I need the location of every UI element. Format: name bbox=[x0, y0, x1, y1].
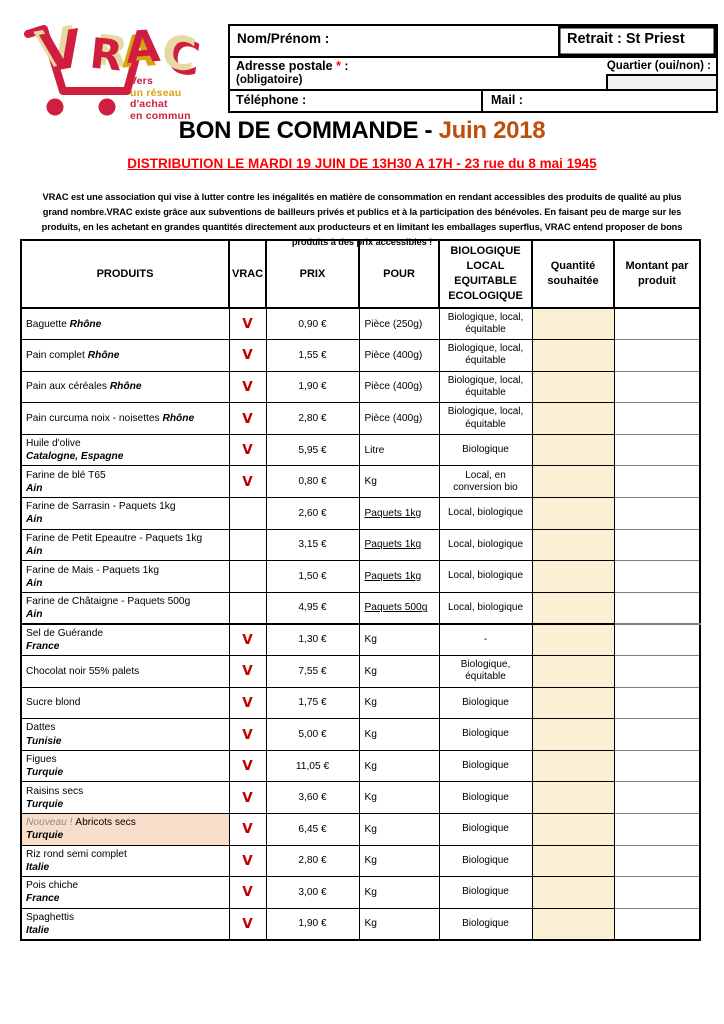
product-name: Abricots secs bbox=[75, 817, 136, 829]
product-name: Sel de Guérande bbox=[26, 627, 104, 639]
unit-cell bbox=[359, 592, 439, 624]
quantity-input-cell[interactable] bbox=[532, 466, 614, 498]
product-name: Chocolat noir 55% palets bbox=[26, 665, 140, 677]
column-header: PRODUITS bbox=[21, 240, 229, 308]
amount-cell[interactable] bbox=[614, 498, 700, 530]
bio-label-cell: Biologique bbox=[439, 750, 532, 782]
pickup-label: Retrait : St Priest bbox=[567, 31, 685, 47]
vrac-cell bbox=[229, 719, 266, 751]
unit-text: Pièce (400g) bbox=[364, 381, 423, 393]
product-cell bbox=[21, 687, 229, 719]
vrac-check-mark: V bbox=[242, 378, 253, 395]
unit-text: Kg bbox=[364, 634, 377, 646]
product-origin: France bbox=[26, 640, 60, 652]
amount-cell[interactable] bbox=[614, 308, 700, 340]
product-origin: Ain bbox=[26, 514, 43, 526]
price-cell: 5,00 € bbox=[266, 719, 359, 751]
product-cell bbox=[21, 656, 229, 688]
table-row bbox=[21, 782, 700, 814]
table-row bbox=[21, 403, 700, 435]
table-row bbox=[21, 529, 700, 561]
brand-letter: V bbox=[37, 18, 88, 86]
product-origin: Ain bbox=[26, 577, 43, 589]
unit-text: Kg bbox=[364, 760, 377, 772]
bio-label-cell: Biologique bbox=[439, 782, 532, 814]
product-origin: France bbox=[26, 893, 60, 905]
quantity-input-cell[interactable] bbox=[532, 529, 614, 561]
vrac-check-mark: V bbox=[242, 316, 253, 333]
quantity-input-cell[interactable] bbox=[532, 719, 614, 751]
unit-text: Kg bbox=[364, 792, 377, 804]
unit-text: Kg bbox=[364, 729, 377, 741]
table-row bbox=[21, 466, 700, 498]
form-row-address bbox=[230, 58, 716, 91]
table-row bbox=[21, 371, 700, 403]
table-row bbox=[21, 719, 700, 751]
table-row bbox=[21, 592, 700, 624]
unit-cell bbox=[359, 845, 439, 877]
page-title bbox=[0, 117, 724, 145]
price-cell: 1,90 € bbox=[266, 908, 359, 940]
unit-cell bbox=[359, 782, 439, 814]
bio-label-cell: Biologique, local, équitable bbox=[439, 340, 532, 372]
quartier-input-box[interactable] bbox=[606, 74, 716, 89]
column-header: Montant par produit bbox=[614, 240, 700, 308]
brand-letter: C bbox=[158, 23, 200, 83]
product-name: Pain curcuma noix - noisettes bbox=[26, 413, 160, 425]
unit-cell bbox=[359, 750, 439, 782]
bio-label-cell: - bbox=[439, 624, 532, 656]
product-cell bbox=[21, 845, 229, 877]
product-name: Baguette bbox=[26, 318, 67, 330]
product-name: Pois chiche bbox=[26, 880, 79, 892]
amount-cell[interactable] bbox=[614, 371, 700, 403]
tagline-line: un réseau bbox=[130, 86, 182, 99]
vrac-cell bbox=[229, 877, 266, 909]
bio-label-cell: Local, en conversion bio bbox=[439, 466, 532, 498]
amount-cell[interactable] bbox=[614, 782, 700, 814]
amount-cell[interactable] bbox=[614, 466, 700, 498]
title-prefix: BON DE COMMANDE - bbox=[178, 117, 439, 144]
brand-letter: A bbox=[124, 20, 162, 75]
product-origin: Turquie bbox=[26, 767, 64, 779]
price-cell: 0,80 € bbox=[266, 466, 359, 498]
product-cell bbox=[21, 814, 229, 846]
vrac-check-mark: V bbox=[242, 726, 253, 743]
quantity-input-cell[interactable] bbox=[532, 308, 614, 340]
vrac-cell bbox=[229, 750, 266, 782]
quantity-input-cell[interactable] bbox=[532, 877, 614, 909]
unit-cell bbox=[359, 466, 439, 498]
amount-cell[interactable] bbox=[614, 814, 700, 846]
unit-text: Kg bbox=[364, 855, 377, 867]
quantity-input-cell[interactable] bbox=[532, 908, 614, 940]
price-cell: 1,90 € bbox=[266, 371, 359, 403]
product-origin: Turquie bbox=[26, 830, 64, 842]
distribution-notice: DISTRIBUTION LE MARDI 19 JUIN DE 13H30 A 17H - 23 rue du 8 mai 1945 bbox=[127, 156, 597, 171]
amount-cell[interactable] bbox=[614, 624, 700, 656]
table-row bbox=[21, 877, 700, 909]
quantity-input-cell[interactable] bbox=[532, 750, 614, 782]
bio-label-cell: Biologique, équitable bbox=[439, 656, 532, 688]
quantity-input-cell[interactable] bbox=[532, 371, 614, 403]
contact-form bbox=[228, 24, 718, 113]
price-cell: 11,05 € bbox=[266, 750, 359, 782]
price-cell: 2,80 € bbox=[266, 403, 359, 435]
unit-cell bbox=[359, 308, 439, 340]
product-name: Spaghettis bbox=[26, 911, 75, 923]
amount-cell[interactable] bbox=[614, 908, 700, 940]
unit-cell bbox=[359, 561, 439, 593]
mandatory-note: (obligatoire) bbox=[236, 74, 303, 86]
product-name: Farine de Mais - Paquets 1kg bbox=[26, 564, 160, 576]
tagline-line: Vers bbox=[130, 75, 153, 87]
unit-cell bbox=[359, 814, 439, 846]
product-name: Farine de blé T65 bbox=[26, 469, 106, 481]
quantity-input-cell[interactable] bbox=[532, 687, 614, 719]
price-cell: 3,15 € bbox=[266, 529, 359, 561]
intro-paragraph: VRAC est une association qui vise à lutter contre les inégalités en matière de consommation en rendant accessibles des produits de qualité au plus grand nombre.VRAC existe grâce aux subventions de bailleurs privés et publics et à la participation des bénévoles. En faisant peu de marge sur les produits, en les achetant en grandes quantités directement aux producteurs et en limitant les emballages superflus, VRAC entend proposer de bons produits à des prix accessibles ! bbox=[41, 192, 683, 247]
product-origin: Catalogne, Espagne bbox=[26, 451, 124, 463]
product-origin: Ain bbox=[26, 482, 43, 494]
price-cell: 5,95 € bbox=[266, 434, 359, 466]
vrac-check-mark: V bbox=[242, 410, 253, 427]
bio-label-cell: Local, biologique bbox=[439, 498, 532, 530]
form-row-name bbox=[230, 26, 716, 58]
amount-cell[interactable] bbox=[614, 656, 700, 688]
quantity-input-cell[interactable] bbox=[532, 782, 614, 814]
table-row bbox=[21, 687, 700, 719]
pickup-field bbox=[558, 26, 716, 56]
amount-cell[interactable] bbox=[614, 529, 700, 561]
amount-cell[interactable] bbox=[614, 403, 700, 435]
product-origin: Italie bbox=[26, 924, 50, 936]
vrac-check-mark: V bbox=[242, 631, 253, 648]
bio-label-cell: Local, biologique bbox=[439, 561, 532, 593]
price-cell: 2,80 € bbox=[266, 845, 359, 877]
price-cell: 1,55 € bbox=[266, 340, 359, 372]
column-header: BIOLOGIQUE LOCAL EQUITABLE ECOLOGIQUE bbox=[439, 240, 532, 308]
product-cell bbox=[21, 624, 229, 656]
brand-letter: R bbox=[87, 28, 125, 81]
bio-label-cell: Biologique, local, équitable bbox=[439, 308, 532, 340]
unit-cell bbox=[359, 719, 439, 751]
price-cell: 3,00 € bbox=[266, 877, 359, 909]
vrac-cell bbox=[229, 592, 266, 624]
table-row bbox=[21, 434, 700, 466]
vrac-cell bbox=[229, 403, 266, 435]
table-row bbox=[21, 340, 700, 372]
product-cell bbox=[21, 782, 229, 814]
address-label: Adresse postale bbox=[236, 59, 333, 73]
product-name: Farine de Petit Epeautre - Paquets 1kg bbox=[26, 532, 203, 544]
product-table-body bbox=[21, 308, 700, 940]
vrac-check-mark: V bbox=[242, 884, 253, 901]
name-label: Nom/Prénom : bbox=[237, 31, 330, 46]
product-cell bbox=[21, 498, 229, 530]
vrac-check-mark: V bbox=[242, 347, 253, 364]
bio-label-cell: Biologique bbox=[439, 814, 532, 846]
table-row bbox=[21, 908, 700, 940]
price-cell: 1,30 € bbox=[266, 624, 359, 656]
phone-field[interactable] bbox=[230, 91, 483, 111]
vrac-cell bbox=[229, 687, 266, 719]
bio-label-cell: Biologique bbox=[439, 719, 532, 751]
unit-cell bbox=[359, 340, 439, 372]
vrac-cell bbox=[229, 498, 266, 530]
price-cell: 0,90 € bbox=[266, 308, 359, 340]
vrac-cell bbox=[229, 656, 266, 688]
product-origin: Turquie bbox=[26, 798, 64, 810]
mail-field[interactable] bbox=[483, 91, 716, 111]
product-name: Farine de Sarrasin - Paquets 1kg bbox=[26, 501, 176, 513]
vrac-cell bbox=[229, 371, 266, 403]
unit-text: Kg bbox=[364, 886, 377, 898]
unit-text: Paquets 500g bbox=[364, 602, 428, 614]
unit-text: Paquets 1kg bbox=[364, 539, 422, 551]
amount-cell[interactable] bbox=[614, 845, 700, 877]
column-header: Quantité souhaitée bbox=[532, 240, 614, 308]
table-row bbox=[21, 308, 700, 340]
unit-text: Paquets 1kg bbox=[364, 571, 422, 583]
vrac-check-mark: V bbox=[242, 473, 253, 490]
amount-cell[interactable] bbox=[614, 750, 700, 782]
vrac-check-mark: V bbox=[242, 852, 253, 869]
vrac-cell bbox=[229, 434, 266, 466]
vrac-cell bbox=[229, 529, 266, 561]
price-cell: 4,95 € bbox=[266, 592, 359, 624]
bio-label-cell: Local, biologique bbox=[439, 592, 532, 624]
product-origin: Rhône bbox=[66, 318, 102, 330]
product-cell bbox=[21, 340, 229, 372]
address-colon: : bbox=[340, 59, 349, 73]
amount-cell[interactable] bbox=[614, 434, 700, 466]
unit-text: Pièce (400g) bbox=[364, 349, 423, 361]
product-cell bbox=[21, 434, 229, 466]
product-cell bbox=[21, 750, 229, 782]
unit-text: Litre bbox=[364, 444, 385, 456]
quantity-input-cell[interactable] bbox=[532, 561, 614, 593]
bio-label-cell: Biologique, local, équitable bbox=[439, 403, 532, 435]
product-origin: Rhône bbox=[84, 349, 120, 361]
vrac-check-mark: V bbox=[242, 442, 253, 459]
column-header: POUR bbox=[359, 240, 439, 308]
price-cell: 7,55 € bbox=[266, 656, 359, 688]
unit-text: Kg bbox=[364, 823, 377, 835]
title-period: Juin 2018 bbox=[438, 117, 546, 144]
product-cell bbox=[21, 592, 229, 624]
required-asterisk: * bbox=[336, 59, 341, 73]
product-name: Pain complet bbox=[26, 349, 85, 361]
bio-label-cell: Biologique, local, équitable bbox=[439, 371, 532, 403]
vrac-cell bbox=[229, 340, 266, 372]
tagline-line: en commun bbox=[130, 109, 191, 122]
unit-cell bbox=[359, 371, 439, 403]
product-cell bbox=[21, 908, 229, 940]
unit-text: Paquets 1kg bbox=[364, 507, 422, 519]
product-origin: Rhône bbox=[106, 381, 142, 393]
form-row-contact bbox=[230, 91, 716, 111]
vrac-check-mark: V bbox=[242, 758, 253, 775]
amount-cell[interactable] bbox=[614, 719, 700, 751]
vrac-check-mark: V bbox=[242, 821, 253, 838]
unit-cell bbox=[359, 624, 439, 656]
unit-cell bbox=[359, 434, 439, 466]
product-cell bbox=[21, 403, 229, 435]
phone-label: Téléphone : bbox=[236, 93, 307, 107]
product-name: Raisins secs bbox=[26, 785, 84, 797]
vrac-cell bbox=[229, 624, 266, 656]
vrac-check-mark: V bbox=[242, 694, 253, 711]
quantity-input-cell[interactable] bbox=[532, 845, 614, 877]
price-cell: 1,50 € bbox=[266, 561, 359, 593]
product-name: Figues bbox=[26, 754, 57, 766]
product-origin: Rhône bbox=[159, 413, 195, 425]
quantity-input-cell[interactable] bbox=[532, 656, 614, 688]
product-cell bbox=[21, 529, 229, 561]
brand-letters bbox=[14, 10, 222, 120]
unit-text: Kg bbox=[364, 476, 377, 488]
quantity-input-cell[interactable] bbox=[532, 814, 614, 846]
quantity-input-cell[interactable] bbox=[532, 403, 614, 435]
product-cell bbox=[21, 561, 229, 593]
product-origin: Ain bbox=[26, 545, 43, 557]
unit-cell bbox=[359, 687, 439, 719]
amount-cell[interactable] bbox=[614, 340, 700, 372]
vrac-check-mark: V bbox=[242, 663, 253, 680]
product-cell bbox=[21, 719, 229, 751]
unit-cell bbox=[359, 529, 439, 561]
product-cell bbox=[21, 308, 229, 340]
product-origin: Ain bbox=[26, 608, 43, 620]
unit-text: Kg bbox=[364, 918, 377, 930]
product-origin: Italie bbox=[26, 861, 50, 873]
amount-cell[interactable] bbox=[614, 592, 700, 624]
column-header: VRAC bbox=[229, 240, 266, 308]
unit-cell bbox=[359, 908, 439, 940]
bio-label-cell: Biologique bbox=[439, 877, 532, 909]
vrac-logo bbox=[14, 10, 222, 120]
table-row bbox=[21, 656, 700, 688]
quartier-label: Quartier (oui/non) : bbox=[606, 60, 711, 72]
quantity-input-cell[interactable] bbox=[532, 498, 614, 530]
table-row bbox=[21, 561, 700, 593]
product-name: Sucre blond bbox=[26, 697, 81, 709]
quantity-input-cell[interactable] bbox=[532, 592, 614, 624]
mail-label: Mail : bbox=[491, 93, 523, 107]
product-name: Dattes bbox=[26, 722, 56, 734]
amount-cell[interactable] bbox=[614, 561, 700, 593]
bio-label-cell: Local, biologique bbox=[439, 529, 532, 561]
quantity-input-cell[interactable] bbox=[532, 340, 614, 372]
vrac-cell bbox=[229, 561, 266, 593]
bio-label-cell: Biologique bbox=[439, 845, 532, 877]
name-field[interactable] bbox=[230, 26, 558, 56]
vrac-cell bbox=[229, 308, 266, 340]
price-cell: 6,45 € bbox=[266, 814, 359, 846]
brand-tagline bbox=[130, 76, 191, 122]
table-row bbox=[21, 624, 700, 656]
vrac-check-mark: V bbox=[242, 915, 253, 932]
bio-label-cell: Biologique bbox=[439, 687, 532, 719]
product-cell bbox=[21, 466, 229, 498]
quantity-input-cell[interactable] bbox=[532, 434, 614, 466]
product-cell bbox=[21, 877, 229, 909]
table-row bbox=[21, 498, 700, 530]
unit-cell bbox=[359, 877, 439, 909]
order-table bbox=[20, 239, 701, 941]
unit-cell bbox=[359, 656, 439, 688]
unit-text: Pièce (250g) bbox=[364, 318, 423, 330]
product-name: Farine de Châtaigne - Paquets 500g bbox=[26, 595, 191, 607]
unit-text: Pièce (400g) bbox=[364, 413, 423, 425]
product-name: Pain aux céréales bbox=[26, 381, 107, 393]
bio-label-cell: Biologique bbox=[439, 434, 532, 466]
vrac-cell bbox=[229, 845, 266, 877]
price-cell: 1,75 € bbox=[266, 687, 359, 719]
unit-cell bbox=[359, 403, 439, 435]
unit-cell bbox=[359, 498, 439, 530]
vrac-check-mark: V bbox=[242, 789, 253, 806]
unit-text: Kg bbox=[364, 665, 377, 677]
column-header: PRIX bbox=[266, 240, 359, 308]
vrac-cell bbox=[229, 814, 266, 846]
table-row bbox=[21, 845, 700, 877]
bio-label-cell: Biologique bbox=[439, 908, 532, 940]
amount-cell[interactable] bbox=[614, 687, 700, 719]
product-origin: Tunisie bbox=[26, 735, 62, 747]
product-name: Riz rond semi complet bbox=[26, 848, 127, 860]
unit-text: Kg bbox=[364, 697, 377, 709]
vrac-cell bbox=[229, 908, 266, 940]
product-name: Huile d'olive bbox=[26, 438, 81, 450]
table-row bbox=[21, 750, 700, 782]
tagline-line: d'achat bbox=[130, 98, 168, 111]
price-cell: 2,60 € bbox=[266, 498, 359, 530]
vrac-cell bbox=[229, 466, 266, 498]
table-header-row bbox=[21, 240, 700, 308]
quantity-input-cell[interactable] bbox=[532, 624, 614, 656]
table-row bbox=[21, 814, 700, 846]
vrac-cell bbox=[229, 782, 266, 814]
price-cell: 3,60 € bbox=[266, 782, 359, 814]
new-item-tag: Nouveau ! bbox=[26, 817, 76, 829]
amount-cell[interactable] bbox=[614, 877, 700, 909]
product-cell bbox=[21, 371, 229, 403]
